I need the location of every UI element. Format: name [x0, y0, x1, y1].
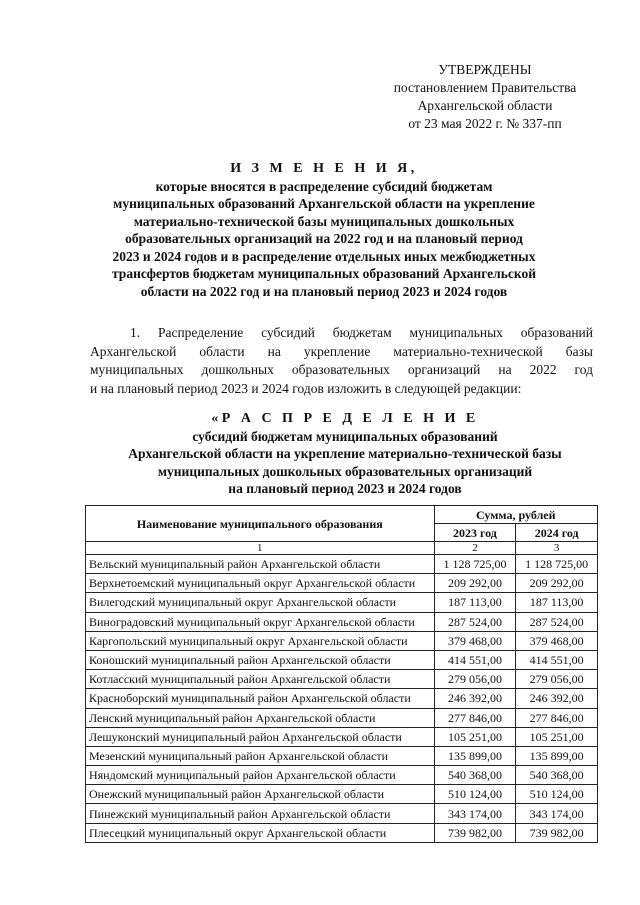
distribution-line: Архангельской области на укрепление материально-технической базы [128, 446, 562, 461]
row-name: Онежский муниципальный район Архангельской области [86, 785, 435, 804]
row-sum-2024: 277 846,00 [516, 708, 598, 727]
header-2023: 2023 год [434, 524, 516, 542]
row-sum-2024: 246 392,00 [516, 689, 598, 708]
row-sum-2023: 209 292,00 [434, 574, 516, 593]
row-name: Пинежский муниципальный район Архангельской области [86, 804, 435, 823]
row-sum-2024: 414 551,00 [516, 650, 598, 669]
table-row [86, 746, 598, 765]
row-sum-2024: 540 368,00 [516, 766, 598, 785]
row-sum-2023: 739 982,00 [434, 823, 516, 842]
distribution-table [85, 505, 598, 843]
approval-line-4: от 23 мая 2022 г. № 337-пп [408, 116, 562, 131]
changes-line: которые вносятся в распределение субсидий бюджетам [155, 178, 493, 194]
row-sum-2024: 343 174,00 [516, 804, 598, 823]
approval-line-1: УТВЕРЖДЕНЫ [438, 62, 532, 77]
row-sum-2024: 379 468,00 [516, 631, 598, 650]
table-row [86, 555, 598, 574]
row-sum-2023: 343 174,00 [434, 804, 516, 823]
table-row [86, 670, 598, 689]
changes-line: муниципальных образований Архангельской области на укрепление [113, 196, 535, 211]
changes-line: образовательных организаций на 2022 год и на плановый период [125, 231, 523, 246]
approval-line-2: постановлением Правительства [393, 80, 577, 95]
row-name: Плесецкий муниципальный округ Архангельской области [86, 823, 435, 842]
row-sum-2023: 135 899,00 [434, 746, 516, 765]
distribution-line: субсидий бюджетам муниципальных образований [192, 428, 498, 444]
paragraph-line: муниципальных дошкольных образовательных организаций на 2022 год [90, 362, 593, 377]
table-row [86, 593, 598, 612]
table-row [86, 727, 598, 746]
table-row [86, 574, 598, 593]
row-sum-2023: 279 056,00 [434, 670, 516, 689]
row-name: Лешуконский муниципальный район Архангельской области [86, 727, 435, 746]
table-row [86, 708, 598, 727]
row-sum-2023: 105 251,00 [434, 727, 516, 746]
column-number: 3 [516, 542, 598, 555]
row-sum-2024: 739 982,00 [516, 823, 598, 842]
row-name: Виноградовский муниципальный округ Архангельской области [86, 612, 435, 631]
row-sum-2024: 187 113,00 [516, 593, 598, 612]
row-sum-2024: 279 056,00 [516, 670, 598, 689]
changes-line: области на 2022 год и на плановый период 2023 и 2024 годов [140, 283, 508, 299]
row-sum-2023: 510 124,00 [434, 785, 516, 804]
row-name: Красноборский муниципальный район Архангельской области [86, 689, 435, 708]
column-number: 2 [434, 542, 516, 555]
changes-line: 2023 и 2024 годов и в распределение отдельных иных межбюджетных [112, 248, 536, 264]
header-2024: 2024 год [516, 524, 598, 542]
table-row [86, 785, 598, 804]
row-sum-2023: 414 551,00 [434, 650, 516, 669]
row-sum-2024: 135 899,00 [516, 746, 598, 765]
row-sum-2023: 540 368,00 [434, 766, 516, 785]
distribution-title [80, 410, 610, 498]
row-name: Мезенский муниципальный район Архангельской области [86, 746, 435, 765]
header-name: Наименование муниципального образования [86, 506, 435, 542]
row-name: Каргопольский муниципальный округ Архангельской области [86, 631, 435, 650]
row-sum-2023: 187 113,00 [434, 593, 516, 612]
changes-heading: И З М Е Н Е Н И Я, [230, 161, 418, 176]
table-row [86, 650, 598, 669]
row-name: Вилегодский муниципальный округ Архангельской области [86, 593, 435, 612]
column-number-row [86, 542, 598, 555]
distribution-line: муниципальных дошкольных образовательных организаций [157, 463, 533, 479]
table-row [86, 766, 598, 785]
row-sum-2023: 246 392,00 [434, 689, 516, 708]
approval-stamp [360, 61, 610, 133]
row-sum-2024: 209 292,00 [516, 574, 598, 593]
paragraph-line: 1. Распределение субсидий бюджетам муниципальных образований [130, 325, 593, 340]
row-name: Котласский муниципальный район Архангельской области [86, 670, 435, 689]
distribution-line: на плановый период 2023 и 2024 годов [228, 481, 462, 496]
row-sum-2023: 1 128 725,00 [434, 555, 516, 574]
table-row [86, 689, 598, 708]
row-sum-2024: 287 524,00 [516, 612, 598, 631]
header-sum: Сумма, рублей [434, 506, 597, 524]
row-sum-2023: 277 846,00 [434, 708, 516, 727]
approval-line-3: Архангельской области [417, 98, 553, 113]
row-sum-2024: 105 251,00 [516, 727, 598, 746]
body-paragraph [90, 324, 593, 398]
column-number: 1 [86, 542, 435, 555]
table-row [86, 823, 598, 842]
row-name: Вельский муниципальный район Архангельской области [86, 555, 435, 574]
paragraph-line: Архангельской области на укрепление материально-технической базы [90, 343, 593, 359]
paragraph-line: и на плановый период 2023 и 2024 годов изложить в следующей редакции: [90, 380, 522, 396]
changes-line: трансфертов бюджетам муниципальных образований Архангельской [112, 266, 536, 281]
row-sum-2023: 287 524,00 [434, 612, 516, 631]
row-name: Ленский муниципальный район Архангельской области [86, 708, 435, 727]
row-name: Верхнетоемский муниципальный округ Архангельской области [86, 574, 435, 593]
row-sum-2024: 510 124,00 [516, 785, 598, 804]
row-sum-2024: 1 128 725,00 [516, 555, 598, 574]
changes-line: материально-технической базы муниципальных дошкольных [133, 213, 515, 229]
row-sum-2023: 379 468,00 [434, 631, 516, 650]
table-row [86, 631, 598, 650]
changes-title [80, 160, 568, 300]
table-row [86, 804, 598, 823]
table-row [86, 612, 598, 631]
row-name: Коношский муниципальный район Архангельской области [86, 650, 435, 669]
row-name: Няндомский муниципальный район Архангельской области [86, 766, 435, 785]
distribution-heading: «Р А С П Р Е Д Е Л Е Н И Е [211, 411, 479, 426]
